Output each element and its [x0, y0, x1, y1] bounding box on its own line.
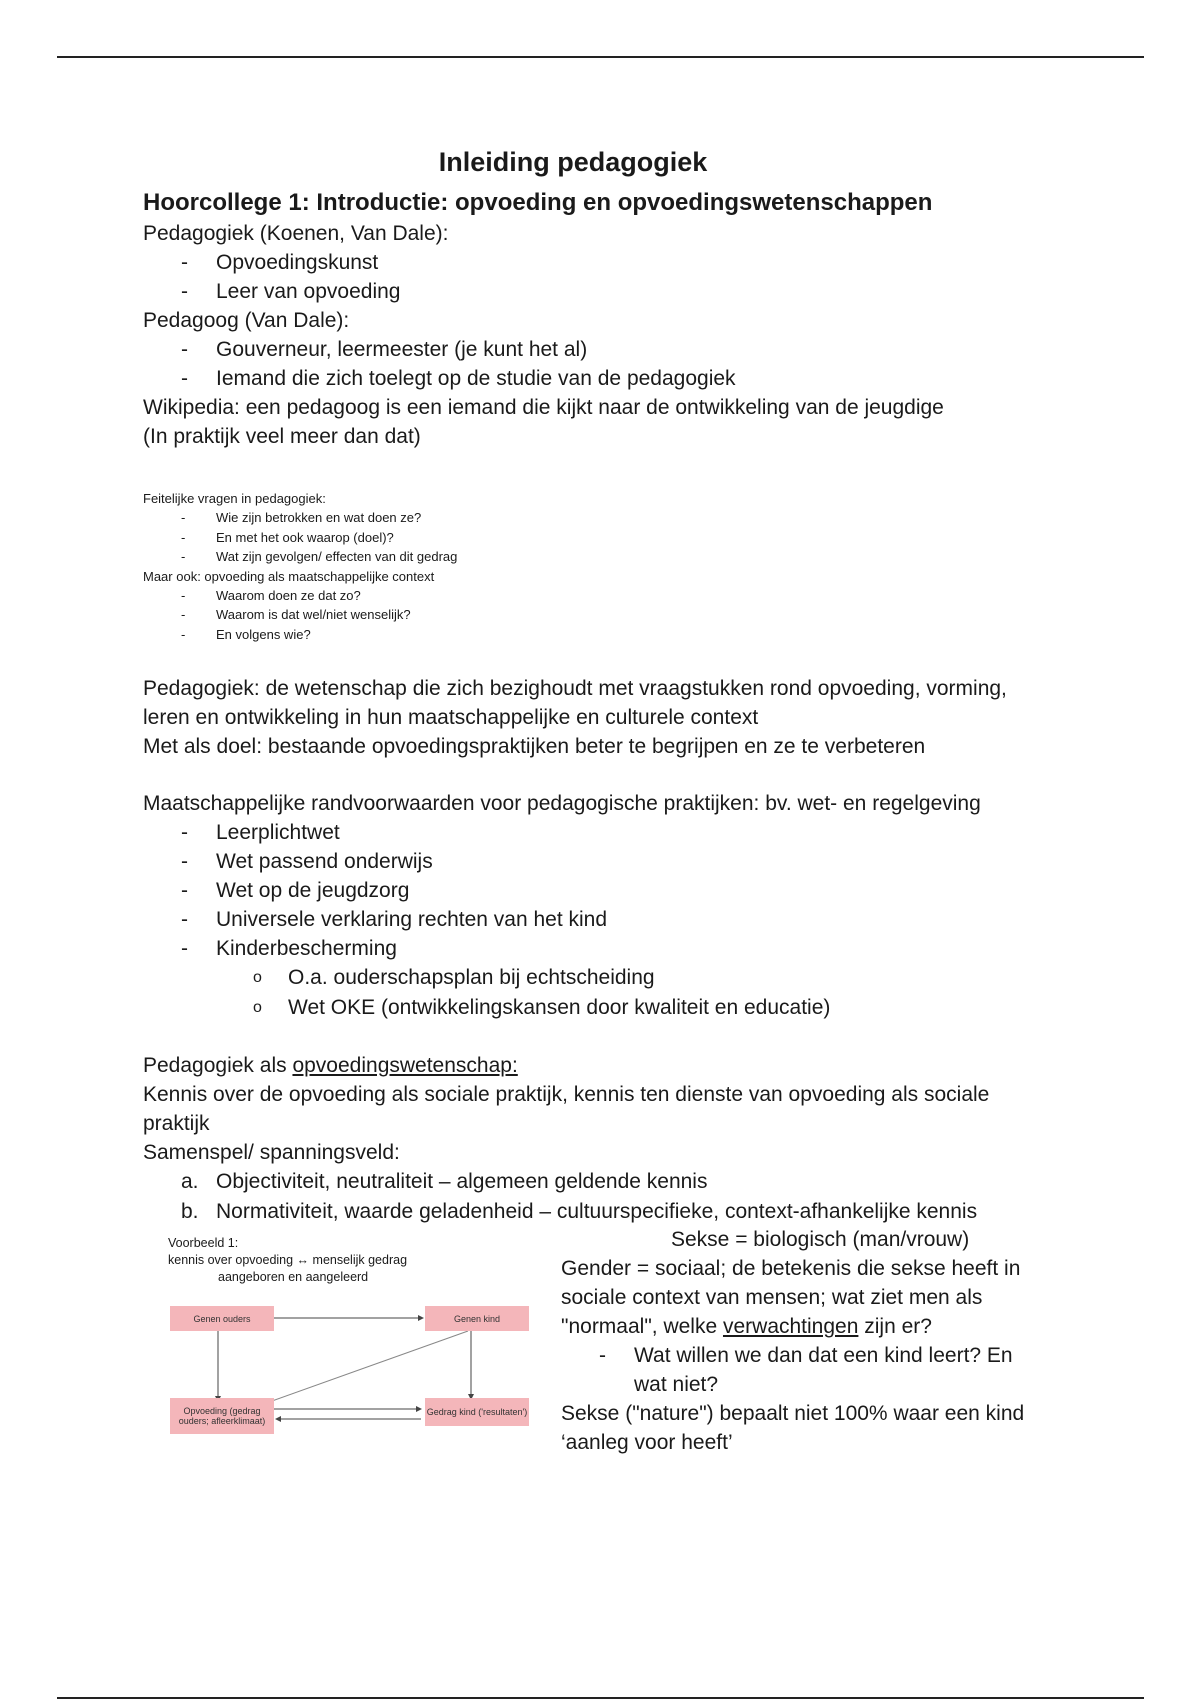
document-title: Inleiding pedagogiek: [438, 147, 708, 177]
box-genen-ouders: Genen ouders: [170, 1306, 274, 1331]
maar-ook-label: Maar ook: opvoeding als maatschappelijke context: [143, 568, 435, 584]
question-line-2: wat niet?: [634, 1373, 719, 1396]
maar-ook-list: [143, 586, 1083, 645]
gender-line-1: Gender = sociaal; de betekenis die sekse heeft in: [561, 1257, 1021, 1280]
list-item: - Leer van opvoeding: [181, 277, 1083, 306]
gender-question-list: [561, 1341, 1061, 1399]
gender-section: [143, 1227, 1083, 1467]
wikipedia-line: Wikipedia: een pedagoog is een iemand die kijkt naar de ontwikkeling van de jeugdige: [143, 396, 944, 419]
samenspel-list: [143, 1167, 1083, 1227]
box-opvoeding: Opvoeding (gedrag ouders; afleerklimaat): [170, 1398, 274, 1434]
definition-line-1: Pedagogiek: de wetenschap die zich bezighoudt met vraagstukken rond opvoeding, vorming,: [143, 677, 1007, 700]
praktijk-line: (In praktijk veel meer dan dat): [143, 425, 421, 448]
wetenschap-line-2: praktijk: [143, 1112, 210, 1135]
pedagogiek-label: Pedagogiek (Koenen, Van Dale):: [143, 222, 449, 245]
list-item: [599, 1341, 1061, 1399]
figure-title-line-1: Voorbeeld 1:: [168, 1236, 239, 1250]
list-item: - Iemand die zich toelegt op de studie van de pedagogiek: [181, 364, 1083, 393]
list-item: - Universele verklaring rechten van het kind: [181, 905, 1083, 934]
list-item-text: Objectiviteit, neutraliteit – algemeen geldende kennis: [216, 1170, 708, 1193]
wetenschap-label: [143, 1051, 1083, 1080]
gender-line-3: [561, 1312, 1061, 1341]
list-item: [181, 1197, 1083, 1227]
nature-line-2: ‘aanleg voor heeft’: [561, 1431, 733, 1454]
voorbeeld-figure: [168, 1235, 538, 1465]
list-item: - Leerplichtwet: [181, 818, 1083, 847]
document-page: [143, 145, 1083, 1467]
footer-rule: [57, 1697, 1144, 1699]
randvoorwaarden-label: Maatschappelijke randvoorwaarden voor pedagogische praktijken: bv. wet- en regelgeving: [143, 792, 981, 815]
sekse-line: Sekse = biologisch (man/vrouw): [671, 1228, 970, 1251]
list-item: - Gouverneur, leermeester (je kunt het al): [181, 335, 1083, 364]
randvoorwaarden-list: [143, 818, 1083, 963]
pedagogiek-list: [143, 248, 1083, 306]
figure-title-line-2: kennis over opvoeding ↔ menselijk gedrag: [168, 1253, 408, 1267]
verwachtingen-word: verwachtingen: [722, 1315, 859, 1338]
figure-title-line-3: aangeboren en aangeleerd: [218, 1270, 369, 1284]
list-item: - Wat zijn gevolgen/ effecten van dit gedrag: [181, 547, 1083, 567]
nature-line-1: Sekse ("nature") bepaalt niet 100% waar een kind: [561, 1402, 1025, 1425]
list-item: - En met het ook waarop (doel)?: [181, 528, 1083, 548]
list-item-text: Normativiteit, waarde geladenheid – cultuurspecifieke, context-afhankelijke kennis: [216, 1200, 978, 1223]
kinderbescherming-sublist: [143, 963, 1083, 1023]
gender-line-3-suffix: zijn er?: [858, 1315, 932, 1338]
list-item: - Wie zijn betrokken en wat doen ze?: [181, 508, 1083, 528]
feitelijke-list: [143, 508, 1083, 567]
header-rule: [57, 56, 1144, 58]
list-item: o O.a. ouderschapsplan bij echtscheiding: [253, 963, 1083, 993]
definition-line-2: leren en ontwikkeling in hun maatschappelijke en culturele context: [143, 706, 759, 729]
feitelijke-vragen-block: [143, 489, 1083, 644]
box-genen-kind: Genen kind: [425, 1306, 529, 1331]
list-marker: b.: [181, 1200, 199, 1223]
wetenschap-line-1: Kennis over de opvoeding als sociale praktijk, kennis ten dienste van opvoeding als sociale: [143, 1083, 990, 1106]
list-item: - En volgens wie?: [181, 625, 1083, 645]
samenspel-label: Samenspel/ spanningsveld:: [143, 1141, 400, 1164]
pedagoog-list: [143, 335, 1083, 393]
gender-line-3-prefix: "normaal", welke: [561, 1315, 723, 1338]
box-gedrag-kind: Gedrag kind ('resultaten'): [425, 1398, 529, 1426]
list-marker: a.: [181, 1170, 199, 1193]
pedagoog-label: Pedagoog (Van Dale):: [143, 309, 350, 332]
arrow-diagonal: [272, 1331, 468, 1401]
question-line-1: Wat willen we dan dat een kind leert? En: [634, 1344, 1013, 1367]
feitelijke-label: Feitelijke vragen in pedagogiek:: [143, 491, 326, 506]
wetenschap-label-prefix: Pedagogiek als: [143, 1054, 293, 1077]
gender-line-2: sociale context van mensen; wat ziet men als: [561, 1286, 983, 1309]
lecture-title: Hoorcollege 1: Introductie: opvoeding en opvoedingswetenschappen: [143, 189, 933, 216]
definition-line-3: Met als doel: bestaande opvoedingspraktijken beter te begrijpen en ze te verbeteren: [143, 735, 926, 758]
list-item: o Wet OKE (ontwikkelingskansen door kwaliteit en educatie): [253, 993, 1083, 1023]
list-item: - Waarom doen ze dat zo?: [181, 586, 1083, 606]
list-item: - Opvoedingskunst: [181, 248, 1083, 277]
list-item: - Kinderbescherming: [181, 934, 1083, 963]
list-item: - Wet op de jeugdzorg: [181, 876, 1083, 905]
wetenschap-label-underlined: opvoedingswetenschap:: [292, 1054, 518, 1077]
gender-text: [561, 1225, 1061, 1457]
list-item: - Wet passend onderwijs: [181, 847, 1083, 876]
list-item: - Waarom is dat wel/niet wenselijk?: [181, 605, 1083, 625]
list-item: [181, 1167, 1083, 1197]
